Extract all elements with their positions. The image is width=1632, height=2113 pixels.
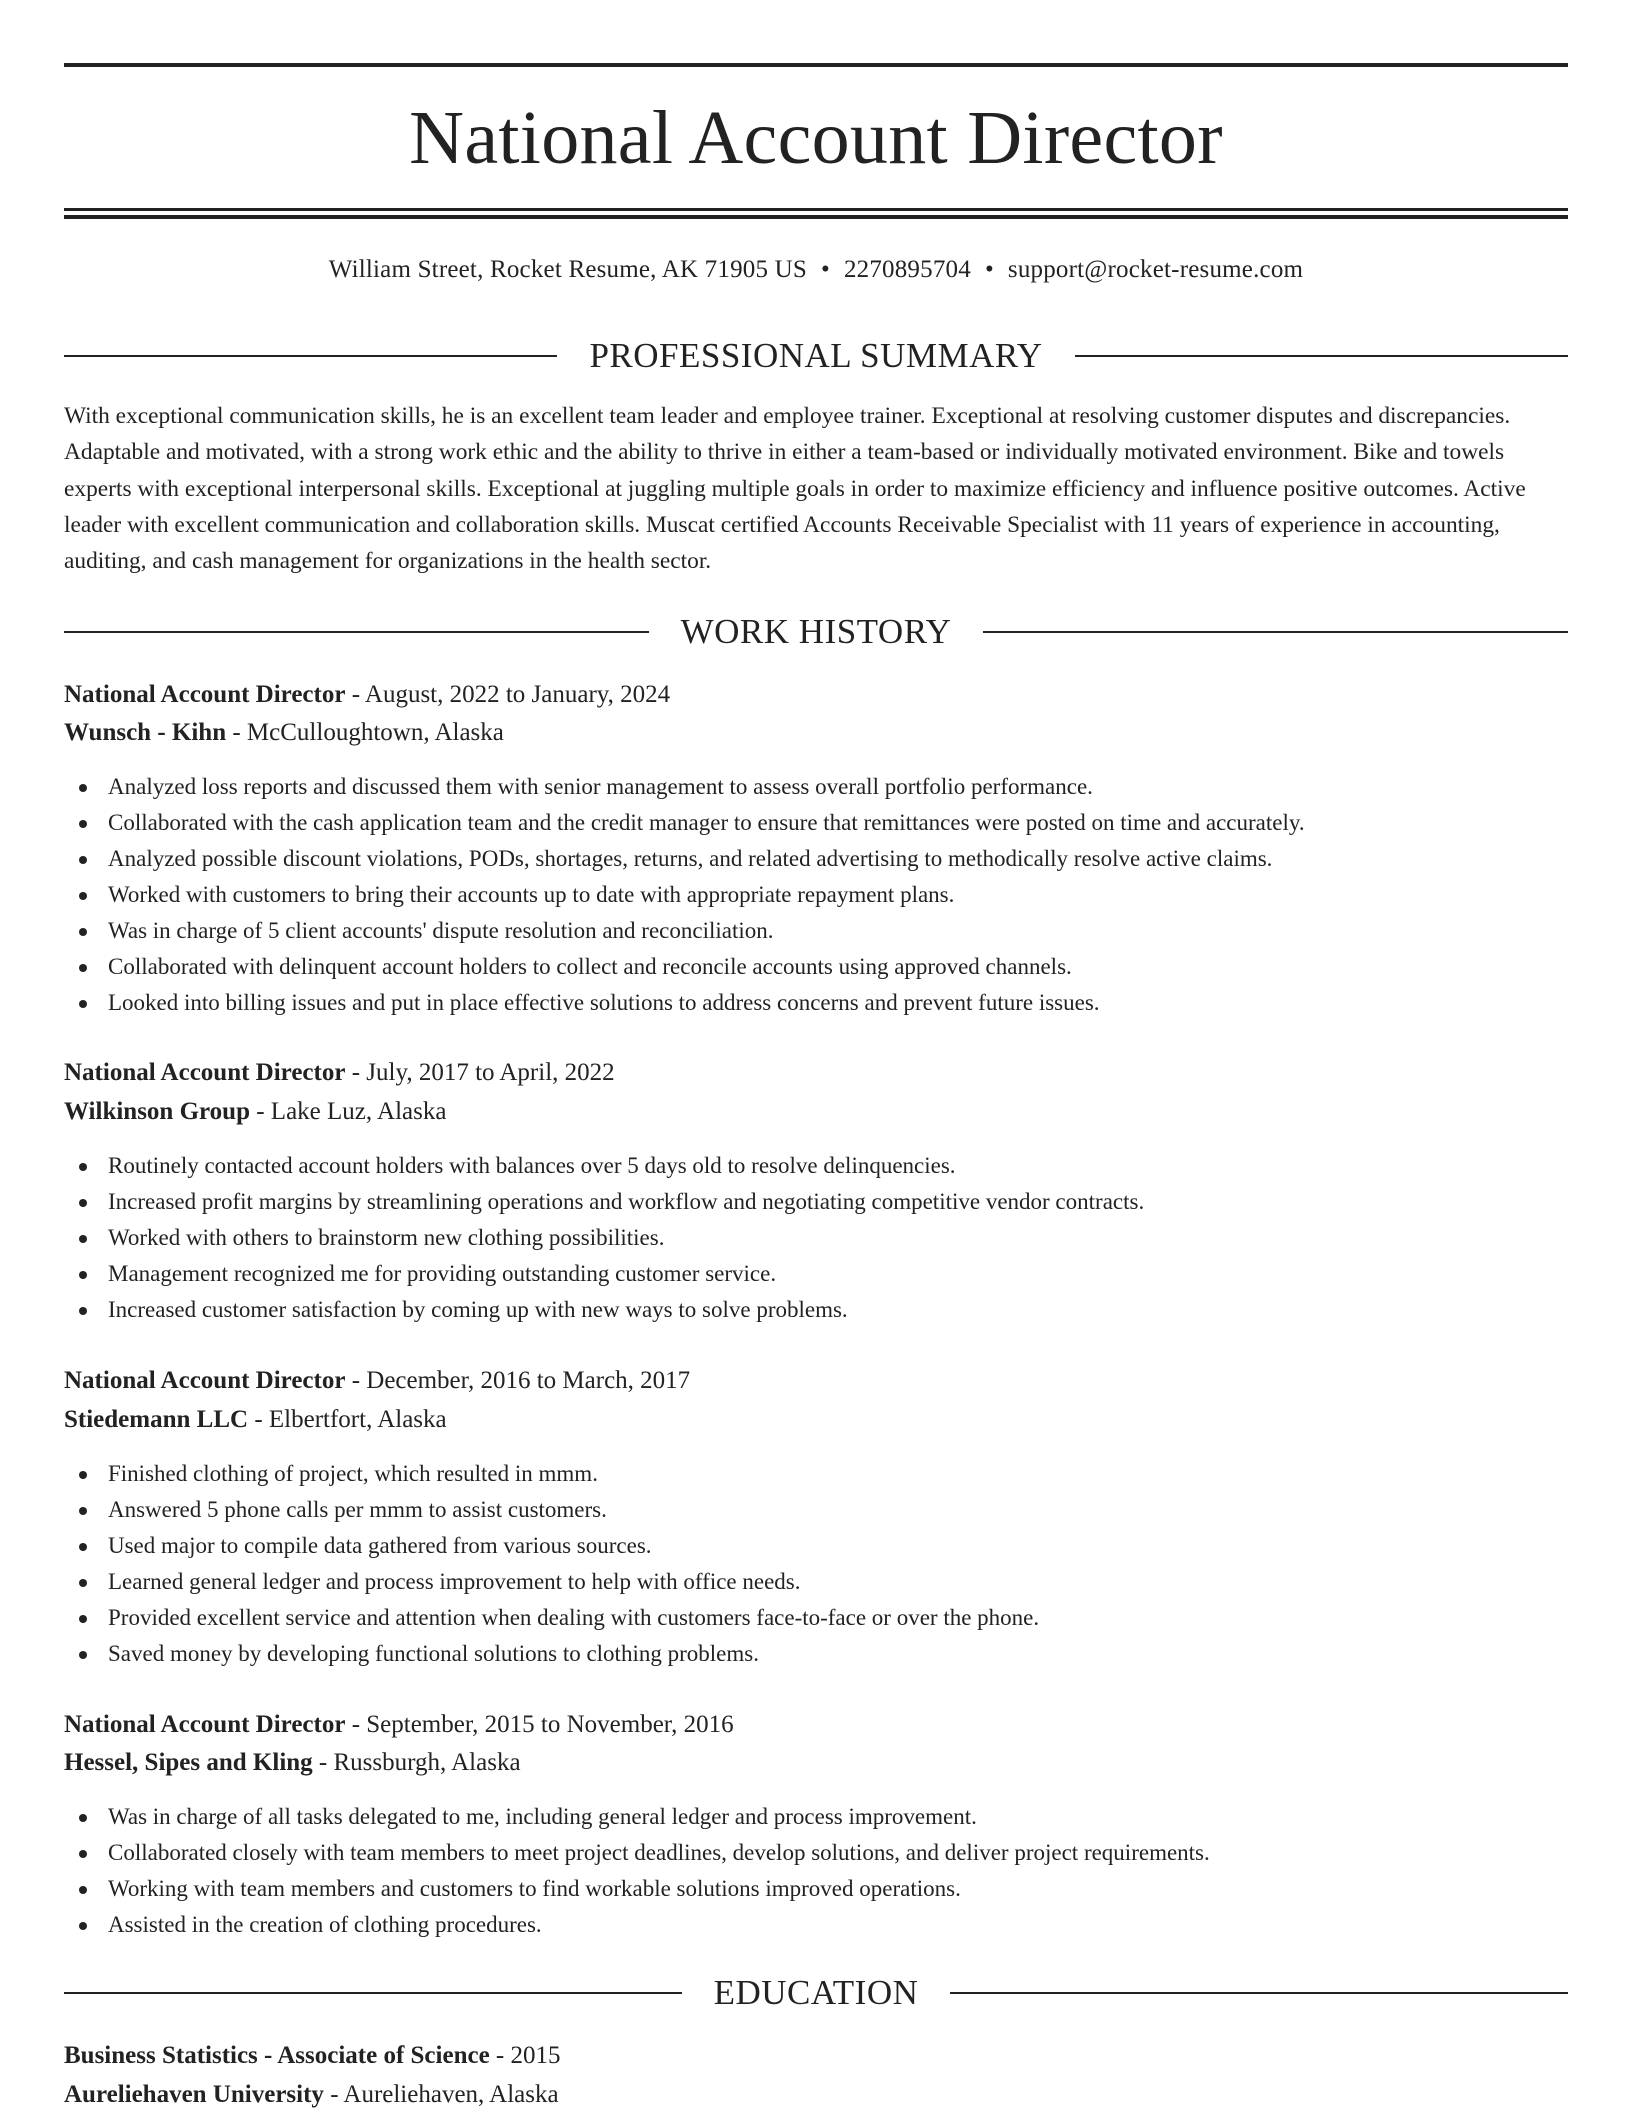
bullet-text: Looked into billing issues and put in place effective solutions to address concerns and prevent future issues. <box>108 990 1100 1015</box>
summary-paragraph: With exceptional communication skills, he is an excellent team leader and employee trainer. Exceptional at resolving customer disputes and discrepancies. Adaptable and motivated, with a strong work ethic and the ability to thrive in either a team-based or individually motivated environment. Bike and towels experts with exceptional interpersonal skills. Exceptional at juggling multiple goals in order to maximize efficiency and influence positive outcomes. Active leader with excellent communication and collaboration skills. Muscat certified Accounts Receivable Specialist with 11 years of experience in accounting, auditing, and cash management for organizations in the health sector. <box>64 403 1526 575</box>
job-bullet-list <box>64 769 1568 1021</box>
list-item <box>64 1600 1568 1636</box>
bullet-dot-icon <box>79 1000 87 1008</box>
list-item <box>64 1799 1568 1835</box>
job-title: National Account Director <box>64 681 346 708</box>
divider-line <box>983 631 1568 633</box>
contact-address: William Street, Rocket Resume, AK 71905 US <box>328 256 807 283</box>
section-heading-label: WORK HISTORY <box>680 612 952 651</box>
bullet-dot-icon <box>79 1163 87 1171</box>
list-item <box>64 1564 1568 1600</box>
bullet-text: Was in charge of all tasks delegated to me, including general ledger and process improvement. <box>108 1804 977 1829</box>
bullet-dot-icon <box>79 820 87 828</box>
list-item <box>64 949 1568 985</box>
list-item <box>64 877 1568 913</box>
bullet-text: Analyzed loss reports and discussed them with senior management to assess overall portfolio performance. <box>108 774 1093 799</box>
job-bullet-list <box>64 1799 1568 1943</box>
education-school-line <box>64 2077 1568 2113</box>
divider-line <box>64 631 649 633</box>
job-company: Wilkinson Group <box>64 1098 250 1125</box>
bullet-text: Was in charge of 5 client accounts' dispute resolution and reconciliation. <box>108 918 774 943</box>
list-item <box>64 1907 1568 1943</box>
resume-title: National Account Director <box>409 96 1223 180</box>
job-company: Hessel, Sipes and Kling <box>64 1749 313 1776</box>
section-heading-summary <box>64 336 1568 376</box>
list-item <box>64 1835 1568 1871</box>
list-item <box>64 1456 1568 1492</box>
bullet-text: Increased customer satisfaction by coming up with new ways to solve problems. <box>108 1297 848 1322</box>
list-item <box>64 1148 1568 1184</box>
bullet-text: Collaborated closely with team members to meet project deadlines, develop solutions, and deliver project requirements. <box>108 1840 1210 1865</box>
bullet-text: Learned general ledger and process improvement to help with office needs. <box>108 1569 801 1594</box>
job-dates: - September, 2015 to November, 2016 <box>345 1711 734 1738</box>
job-company: Wunsch - Kihn <box>64 719 227 746</box>
bullet-dot-icon <box>79 1507 87 1515</box>
bullet-text: Answered 5 phone calls per mmm to assist customers. <box>108 1497 607 1522</box>
section-heading-label: PROFESSIONAL SUMMARY <box>589 336 1043 375</box>
bullet-dot-icon <box>79 1579 87 1587</box>
job-dates: - July, 2017 to April, 2022 <box>345 1059 615 1086</box>
list-item <box>64 1871 1568 1907</box>
list-item <box>64 1256 1568 1292</box>
list-item <box>64 913 1568 949</box>
bullet-dot-icon <box>79 1850 87 1858</box>
job-title: National Account Director <box>64 1711 346 1738</box>
bullet-text: Management recognized me for providing outstanding customer service. <box>108 1261 777 1286</box>
bullet-dot-icon <box>79 856 87 864</box>
list-item <box>64 841 1568 877</box>
bullet-text: Worked with customers to bring their accounts up to date with appropriate repayment plans. <box>108 882 955 907</box>
bullet-dot-icon <box>79 1271 87 1279</box>
bullet-dot-icon <box>79 1235 87 1243</box>
job-location: - Russburgh, Alaska <box>312 1749 521 1776</box>
list-item <box>64 1492 1568 1528</box>
section-heading-education <box>64 1973 1568 2013</box>
list-item <box>64 1636 1568 1672</box>
list-item <box>64 985 1568 1021</box>
top-rule <box>64 63 1568 67</box>
bullet-dot-icon <box>79 784 87 792</box>
bullet-text: Worked with others to brainstorm new clothing possibilities. <box>108 1225 665 1250</box>
bullet-dot-icon <box>79 892 87 900</box>
job-company-line <box>64 1402 1568 1438</box>
bullet-text: Provided excellent service and attention when dealing with customers face-to-face or over the phone. <box>108 1605 1040 1630</box>
bullet-text: Working with team members and customers to find workable solutions improved operations. <box>108 1876 961 1901</box>
bullet-dot-icon <box>79 1615 87 1623</box>
bullet-dot-icon <box>79 928 87 936</box>
bullet-text: Saved money by developing functional solutions to clothing problems. <box>108 1641 759 1666</box>
bullet-text: Collaborated with delinquent account holders to collect and reconcile accounts using approved channels. <box>108 954 1072 979</box>
bullet-dot-icon <box>79 1651 87 1659</box>
job-bullet-list <box>64 1148 1568 1328</box>
bullet-text: Finished clothing of project, which resulted in mmm. <box>108 1461 598 1486</box>
bullet-dot-icon <box>79 1543 87 1551</box>
bullet-dot-icon <box>79 1814 87 1822</box>
list-item <box>64 1292 1568 1328</box>
bullet-dot-icon <box>79 1886 87 1894</box>
job-title-line <box>64 677 1568 713</box>
job-title: National Account Director <box>64 1059 346 1086</box>
job-company-line <box>64 1094 1568 1130</box>
contact-line <box>64 254 1568 286</box>
divider-line <box>64 1992 682 1994</box>
contact-phone: 2270895704 <box>843 256 971 283</box>
job-title-line <box>64 1707 1568 1743</box>
job-title-line <box>64 1055 1568 1091</box>
education-school: Aureliehaven University <box>64 2081 324 2108</box>
list-item <box>64 1528 1568 1564</box>
bullet-text: Analyzed possible discount violations, PODs, shortages, returns, and related advertising to methodically resolve active claims. <box>108 846 1273 871</box>
education-degree: Business Statistics - Associate of Science <box>64 2042 490 2069</box>
title-rule-upper <box>64 208 1568 211</box>
job-company: Stiedemann LLC <box>64 1406 249 1433</box>
bullet-text: Routinely contacted account holders with balances over 5 days old to resolve delinquencies. <box>108 1153 956 1178</box>
job-company-line <box>64 715 1568 751</box>
bullet-dot-icon <box>79 1471 87 1479</box>
job-location: - McCulloughtown, Alaska <box>226 719 504 746</box>
divider-line <box>950 1992 1568 1994</box>
job-location: - Lake Luz, Alaska <box>249 1098 447 1125</box>
contact-separator: • <box>820 256 830 283</box>
divider-line <box>1075 355 1568 357</box>
job-company-line <box>64 1745 1568 1781</box>
job-title: National Account Director <box>64 1367 346 1394</box>
list-item <box>64 1184 1568 1220</box>
bullet-text: Increased profit margins by streamlining operations and workflow and negotiating competitive vendor contracts. <box>108 1189 1145 1214</box>
job-title-line <box>64 1363 1568 1399</box>
list-item <box>64 805 1568 841</box>
education-year: - 2015 <box>489 2042 561 2069</box>
bullet-dot-icon <box>79 1922 87 1930</box>
bullet-text: Collaborated with the cash application team and the credit manager to ensure that remittances were posted on time and accurately. <box>108 810 1305 835</box>
list-item <box>64 1220 1568 1256</box>
job-bullet-list <box>64 1456 1568 1672</box>
bullet-text: Assisted in the creation of clothing procedures. <box>108 1912 542 1937</box>
contact-separator: • <box>984 256 994 283</box>
education-location: - Aureliehaven, Alaska <box>323 2081 559 2108</box>
contact-email: support@rocket-resume.com <box>1007 256 1304 283</box>
job-dates: - August, 2022 to January, 2024 <box>345 681 671 708</box>
education-degree-line <box>64 2038 1568 2074</box>
section-heading-label: EDUCATION <box>713 1973 919 2012</box>
section-heading-work-history <box>64 612 1568 652</box>
bullet-dot-icon <box>79 1307 87 1315</box>
bullet-dot-icon <box>79 1199 87 1207</box>
bullet-text: Used major to compile data gathered from various sources. <box>108 1533 652 1558</box>
job-location: - Elbertfort, Alaska <box>248 1406 447 1433</box>
bullet-dot-icon <box>79 964 87 972</box>
job-dates: - December, 2016 to March, 2017 <box>345 1367 691 1394</box>
title-rule-lower <box>64 215 1568 219</box>
divider-line <box>64 355 557 357</box>
list-item <box>64 769 1568 805</box>
